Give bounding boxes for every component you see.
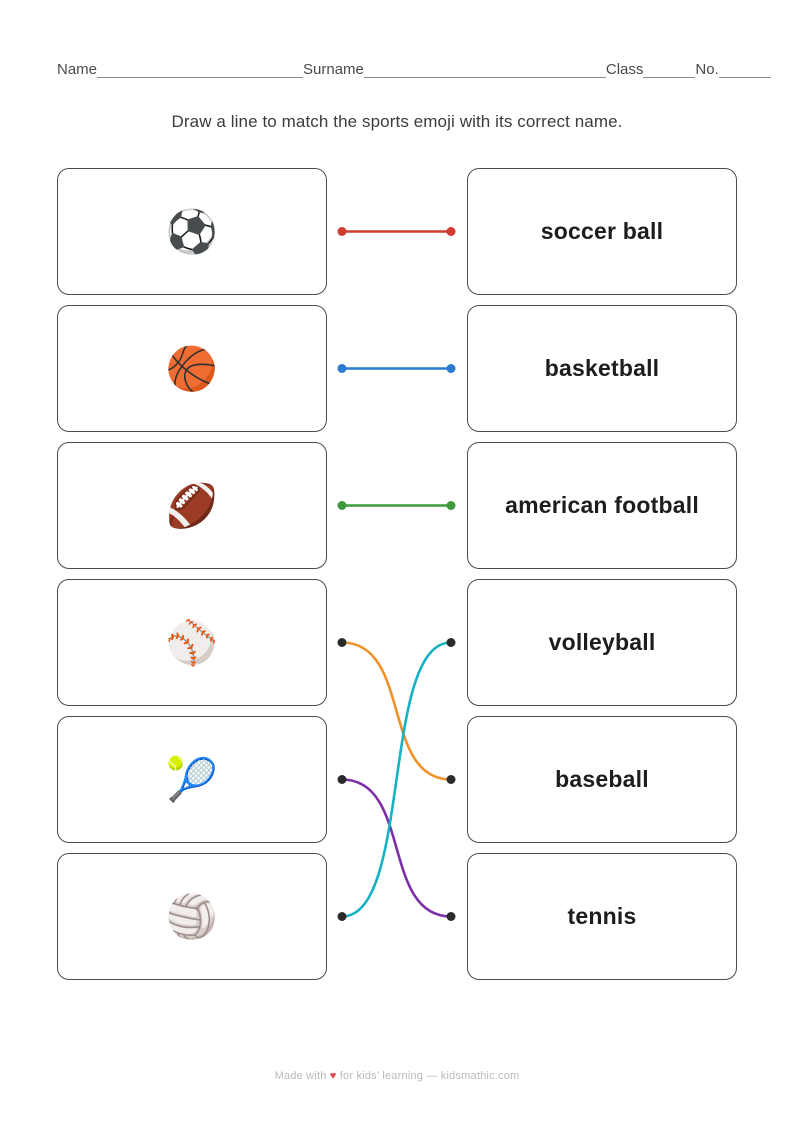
emoji-card[interactable] — [57, 579, 327, 706]
basketball-emoji: 🏀 — [165, 344, 219, 392]
emoji-card[interactable] — [57, 168, 327, 295]
instruction-text: Draw a line to match the sports emoji with its correct name. — [171, 112, 623, 131]
connector-dot[interactable] — [447, 638, 456, 647]
matching-worksheet — [0, 168, 794, 988]
word-card[interactable] — [467, 168, 737, 295]
word-label: tennis — [567, 903, 637, 929]
footer-prefix: Made with — [274, 1070, 330, 1082]
connector-dot[interactable] — [447, 364, 456, 373]
word-label: basketball — [544, 355, 660, 381]
baseball-emoji: ⚾ — [165, 618, 219, 666]
number-input-line[interactable] — [719, 63, 771, 78]
emoji-card[interactable] — [57, 716, 327, 843]
soccer-ball-emoji: ⚽ — [165, 207, 219, 255]
emoji-card[interactable] — [57, 853, 327, 980]
student-info-header — [57, 62, 737, 78]
american-football-emoji: 🏈 — [165, 481, 219, 529]
connector-dot[interactable] — [338, 364, 347, 373]
tennis-emoji: 🎾 — [165, 755, 219, 803]
footer-credit — [0, 1070, 794, 1082]
connector-dot[interactable] — [447, 775, 456, 784]
connector-dot[interactable] — [338, 912, 347, 921]
emoji-card[interactable] — [57, 442, 327, 569]
connector-dot[interactable] — [338, 638, 347, 647]
word-label: volleyball — [548, 629, 656, 655]
number-label: No. — [695, 61, 719, 78]
surname-label: Surname — [303, 61, 364, 78]
word-label: baseball — [555, 766, 649, 792]
word-card[interactable] — [467, 579, 737, 706]
connector-line — [342, 780, 451, 917]
surname-input-line[interactable] — [364, 63, 606, 78]
class-label: Class — [605, 61, 644, 78]
footer-suffix: for kids’ learning — kidsmathic.com — [336, 1070, 520, 1082]
connector-dot[interactable] — [447, 501, 456, 510]
number-field[interactable] — [695, 62, 770, 78]
connector-dot[interactable] — [338, 775, 347, 784]
class-input-line[interactable] — [643, 63, 695, 78]
connector-dot[interactable] — [447, 227, 456, 236]
word-label: soccer ball — [540, 218, 664, 244]
name-input-line[interactable] — [97, 63, 303, 78]
connector-dot[interactable] — [447, 912, 456, 921]
word-card[interactable] — [467, 305, 737, 432]
word-card[interactable] — [467, 716, 737, 843]
connector-line — [342, 643, 451, 780]
connector-dot[interactable] — [338, 227, 347, 236]
surname-field[interactable] — [303, 62, 606, 78]
volleyball-emoji: 🏐 — [165, 892, 219, 940]
connector-line — [342, 643, 451, 917]
word-label: american football — [505, 492, 699, 518]
name-field[interactable] — [57, 62, 303, 78]
word-card[interactable] — [467, 442, 737, 569]
heart-icon: ♥ — [329, 1070, 337, 1082]
word-card[interactable] — [467, 853, 737, 980]
connector-dot[interactable] — [338, 501, 347, 510]
name-label: Name — [57, 61, 98, 78]
emoji-card[interactable] — [57, 305, 327, 432]
class-field[interactable] — [606, 62, 696, 78]
